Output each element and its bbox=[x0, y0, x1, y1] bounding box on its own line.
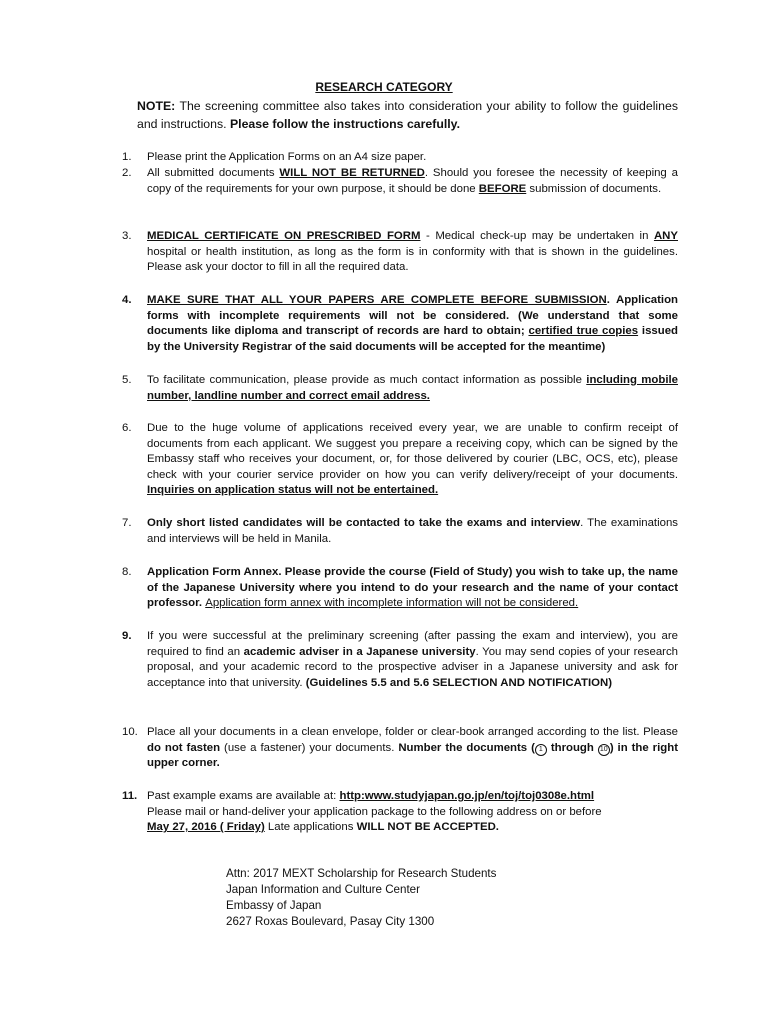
circled-number: 10 bbox=[598, 744, 610, 756]
item-number: 10. bbox=[122, 726, 138, 738]
item-number: 6. bbox=[122, 422, 132, 434]
exams-link[interactable]: http:www.studyjapan.go.jp/en/toj/toj0308e.html bbox=[339, 790, 595, 802]
address-line: Japan Information and Culture Center bbox=[226, 883, 420, 896]
item-text: MEDICAL CERTIFICATE ON PRESCRIBED FORM - Medical check-up may be undertaken in ANY hospital or health institution, as long as the form is in conformity with that is shown in the guidelines. Please ask your doctor to fill in all the required data. bbox=[147, 230, 678, 273]
list-item bbox=[122, 629, 678, 691]
list-item bbox=[122, 725, 678, 772]
item-number: 11. bbox=[122, 790, 138, 802]
list-item bbox=[122, 166, 678, 197]
list-item bbox=[122, 516, 678, 547]
item-number: 7. bbox=[122, 517, 132, 529]
item-number: 9. bbox=[122, 630, 132, 642]
list-item bbox=[122, 421, 678, 499]
item-text: Due to the huge volume of applications received every year, we are unable to confirm receipt of documents from each applicant. We suggest you prepare a receiving copy, which can be signed by the Embassy staff who receives your document, or, for those delivered by courier (LBC, OCS, etc), please check with your courier service provider on how you can verify delivery/receipt of your documents. Inquiries on application status will not be entertained. bbox=[147, 422, 678, 496]
list-item bbox=[122, 150, 678, 166]
item-text: Place all your documents in a clean envelope, folder or clear-book arranged according to the list. Please do not fasten (use a fastener) your documents. Number the documents ( 1 through 10 ) in the right upper corner. bbox=[147, 726, 678, 769]
circled-number: 1 bbox=[535, 744, 547, 756]
address-line: 2627 Roxas Boulevard, Pasay City 1300 bbox=[226, 915, 435, 928]
list-item bbox=[122, 789, 678, 836]
item-text: To facilitate communication, please provide as much contact information as possible including mobile number, landline number and correct email address. bbox=[147, 374, 678, 402]
list-item bbox=[122, 293, 678, 355]
item-text: Application Form Annex. Please provide the course (Field of Study) you wish to take up, the name of the Japanese University where you intend to do your research and the name of your contact professor. Application form annex with incomplete information will not be considered. bbox=[147, 566, 678, 609]
address-line: Embassy of Japan bbox=[226, 899, 322, 912]
note-text: The screening committee also takes into consideration your ability to follow the guidelines and instructions. bbox=[137, 99, 678, 131]
list-item bbox=[122, 373, 678, 404]
item-number: 4. bbox=[122, 294, 132, 306]
note-emphasis: Please follow the instructions carefully. bbox=[229, 117, 461, 131]
item-text: Please print the Application Forms on an A4 size paper. bbox=[147, 151, 427, 163]
item-text: If you were successful at the preliminary screening (after passing the exam and interview), you are required to find an academic adviser in a Japanese university. You may send copies of your research proposal, and your academic record to the prospective adviser in a Japanese university and ask for acceptance into that university. (Guidelines 5.5 and 5.6 SELECTION AND NOTIFICATION) bbox=[147, 630, 678, 689]
note-paragraph bbox=[137, 97, 678, 133]
item-text: MAKE SURE THAT ALL YOUR PAPERS ARE COMPLETE BEFORE SUBMISSION. Application forms with incomplete requirements will not be considered. (We understand that some documents like diploma and transcript of records are hard to obtain; certified true copies issued by the University Registrar of the said documents will be accepted for the meantime) bbox=[147, 294, 679, 353]
item-number: 8. bbox=[122, 566, 132, 578]
item-number: 1. bbox=[122, 151, 132, 163]
item-number: 3. bbox=[122, 230, 132, 242]
page-title: RESEARCH CATEGORY bbox=[315, 80, 453, 94]
note-label: NOTE: bbox=[137, 99, 176, 113]
list-item bbox=[122, 565, 678, 612]
address-line: Attn: 2017 MEXT Scholarship for Research Students bbox=[226, 867, 497, 880]
item-number: 5. bbox=[122, 374, 132, 386]
item-number: 2. bbox=[122, 167, 132, 179]
item-text: Only short listed candidates will be contacted to take the exams and interview. The examinations and interviews will be held in Manila. bbox=[147, 517, 678, 545]
mailing-address bbox=[226, 866, 496, 930]
item-text: Past example exams are available at: http:www.studyjapan.go.jp/en/toj/toj0308e.html Please mail or hand-deliver your application package to the following address on or before May 27, 2016 ( Friday) Late applications WILL NOT BE ACCEPTED. bbox=[147, 790, 602, 833]
item-text: All submitted documents WILL NOT BE RETURNED. Should you foresee the necessity of keeping a copy of the requirements for your own purpose, it should be done BEFORE submission of documents. bbox=[147, 167, 678, 195]
list-item bbox=[122, 229, 678, 276]
